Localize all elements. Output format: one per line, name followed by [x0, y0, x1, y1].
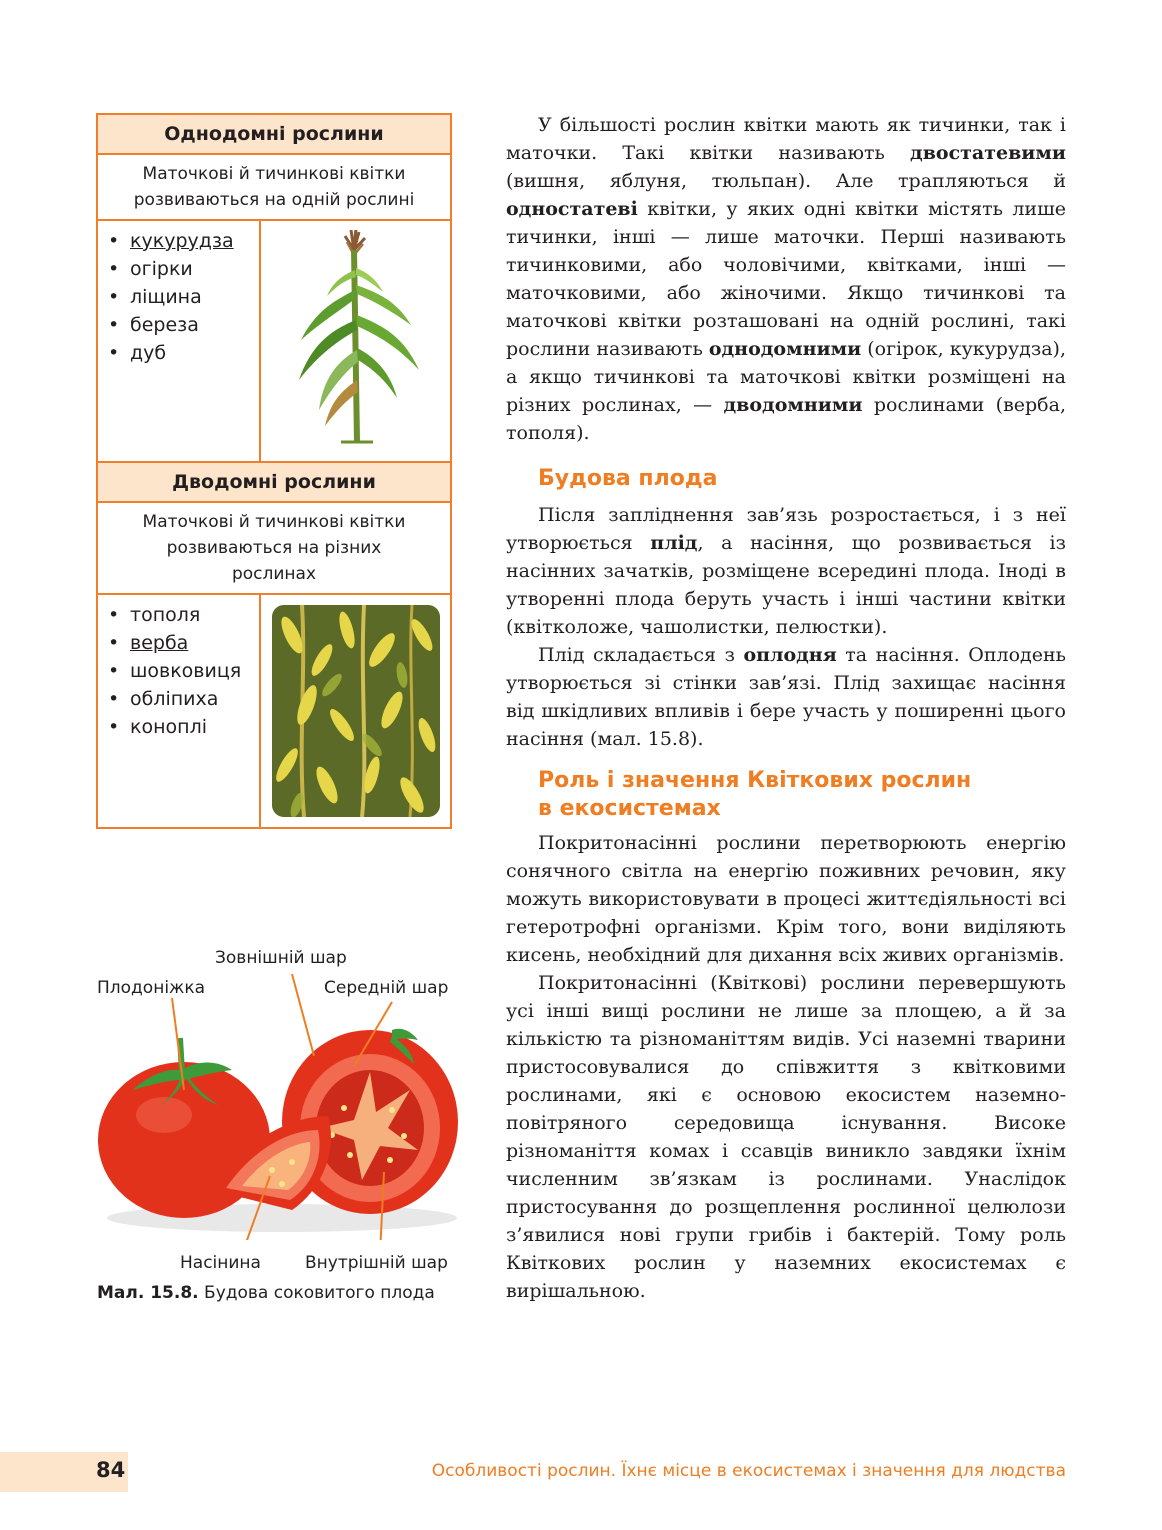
heading-line-1: Роль і значення Квіткових рослин	[538, 768, 972, 793]
heading-fruit-structure: Будова плода	[538, 466, 718, 491]
paragraph-energy: Покритонасінні рослини перетворюють енергію сонячного світла на енергію поживних речовин, яку можуть використовувати в процесі життєдіяльності всі гетеротрофні організми. Крім того, вони виділяють кисень, необхідний для дихання всіх живих організмів.	[506, 832, 1066, 966]
list-item	[108, 685, 259, 713]
label-middle-layer: Середній шар	[324, 978, 449, 998]
monoecious-row	[98, 221, 450, 463]
list-item	[108, 601, 259, 629]
paragraph-fruit-formation	[506, 501, 1066, 641]
list-item	[108, 629, 259, 657]
page-number: 84	[96, 1458, 126, 1482]
term-fruit: плід	[650, 532, 698, 554]
dioecious-list	[98, 595, 261, 827]
label-inner-layer: Внутрішній шар	[305, 1253, 448, 1273]
dioecious-row	[98, 595, 450, 827]
text-run: квітки, у яких одні квітки містять лише тичинки, інші — лише маточки. Перші називають тичинковими, або чоловічими, квітками, інші — маточковими, або жіночими. Якщо тичинкові та маточкові квітки розташовані на одній рослині, такі рослини називають	[506, 198, 1066, 360]
main-text-column	[506, 111, 1066, 1305]
monoecious-list	[98, 221, 261, 461]
list-item-label: ліщина	[130, 286, 202, 308]
text-run: (вишня, яблуня, тюльпан). Але трапляються й	[506, 170, 1066, 192]
bullet: •	[108, 342, 120, 364]
list-item	[108, 227, 259, 255]
text-run: та насіння. Оплодень утворюється зі стінки зав’язі. Плід захищає насіння від шкідливих впливів і бере участь у поширенні цього насіння (мал. 15.8).	[506, 644, 1066, 750]
bullet: •	[108, 604, 120, 626]
list-item-label: кукурудза	[130, 230, 234, 252]
bullet: •	[108, 716, 120, 738]
bullet: •	[108, 230, 120, 252]
monoecious-desc-line-2: розвиваються на одній рослині	[133, 190, 415, 210]
list-item-label: тополя	[130, 604, 201, 626]
text-run: , а насіння, що розвивається із насінних зачатків, розміщене всередині плода. Іноді в утворенні плода беруть участь і інші частини квітки (квітколоже, чашолистки, пелюстки).	[506, 532, 1066, 638]
list-item-label: дуб	[130, 342, 167, 364]
caption-number: Мал. 15.8.	[97, 1283, 199, 1303]
term-pericarp: оплодня	[743, 644, 837, 666]
label-seed: Насінина	[180, 1253, 261, 1273]
figure-caption	[97, 1283, 435, 1303]
running-title: Особливості рослин. Їхнє місце в екосистемах і значення для людства	[431, 1461, 1066, 1481]
list-item-label: коноплі	[130, 716, 207, 738]
list-item-label: обліпиха	[130, 688, 219, 710]
paragraph-pericarp	[506, 641, 1066, 753]
heading-line-2: в екосистемах	[538, 796, 721, 821]
monoecious-header: Однодомні рослини	[98, 115, 450, 155]
willow-catkins-image	[261, 595, 450, 827]
text-run: рослинами (верба, тополя).	[506, 394, 1066, 444]
dioecious-desc-line-3: рослинах	[231, 564, 317, 584]
dioecious-desc-line-2: розвиваються на різних	[166, 538, 382, 558]
paragraph-flowers	[506, 111, 1066, 447]
bullet: •	[108, 258, 120, 280]
bullet: •	[108, 660, 120, 682]
bullet: •	[108, 314, 120, 336]
text-run: Після запліднення зав’язь розростається, і з неї утворюється	[506, 504, 1066, 554]
label-outer-layer: Зовнішній шар	[215, 948, 347, 968]
term-bisexual: двостатевими	[910, 142, 1066, 164]
label-stalk: Плодоніжка	[97, 978, 206, 998]
text-run: У більшості рослин квітки мають як тичинки, так і маточки. Такі квітки називають	[506, 114, 1066, 164]
list-item-label: береза	[130, 314, 199, 336]
dioecious-header: Дводомні рослини	[98, 463, 450, 503]
heading-role-in-ecosystems	[538, 767, 1066, 823]
bullet: •	[108, 688, 120, 710]
list-item	[108, 283, 259, 311]
bullet: •	[108, 286, 120, 308]
list-item-label: огірки	[130, 258, 193, 280]
list-item	[108, 339, 259, 367]
dioecious-description	[98, 503, 450, 595]
list-item	[108, 713, 259, 741]
list-item	[108, 657, 259, 685]
term-unisexual: одностатеві	[506, 198, 638, 220]
willow-catkins-icon	[272, 605, 440, 817]
dioecious-desc-line-1: Маточкові й тичинкові квітки	[142, 512, 406, 532]
paragraph-diversity: Покритонасінні (Квіткові) рослини перевершують усі інші вищі рослини не лише за площею, а й за кількістю та різноманіттям видів. Усі наземні тварини пристосовувалися до співжиття з квітковими рослинами, які є основою екосистем наземно-повітряного середовища існування. Високе різноманіття комах і ссавців виникло завдяки їхнім численним зв’язкам із рослинами. Унаслідок пристосування до розщеплення рослинної целюлози з’явилися нові групи грибів і бактерій. Тому роль Квіткових рослин у наземних екосистемах є вирішальною.	[506, 972, 1066, 1302]
corn-plant-icon	[281, 230, 431, 452]
list-item-label: шовковиця	[130, 660, 242, 682]
monoecious-description	[98, 155, 450, 221]
caption-text: Будова соковитого плода	[198, 1283, 435, 1303]
list-item	[108, 311, 259, 339]
tomato-figure	[92, 940, 462, 1273]
term-monoecious: однодомними	[708, 338, 862, 360]
plants-table	[96, 113, 452, 829]
text-run: (огірок, кукурудза), а якщо тичинкові та маточкові квітки розміщені на різних рослинах, —	[506, 338, 1066, 416]
text-run: Плід складається з	[538, 644, 744, 666]
corn-plant-image	[261, 221, 450, 461]
term-dioecious: дводомними	[723, 394, 863, 416]
bullet: •	[108, 632, 120, 654]
list-item	[108, 255, 259, 283]
monoecious-desc-line-1: Маточкові й тичинкові квітки	[142, 164, 406, 184]
list-item-label: верба	[130, 632, 189, 654]
